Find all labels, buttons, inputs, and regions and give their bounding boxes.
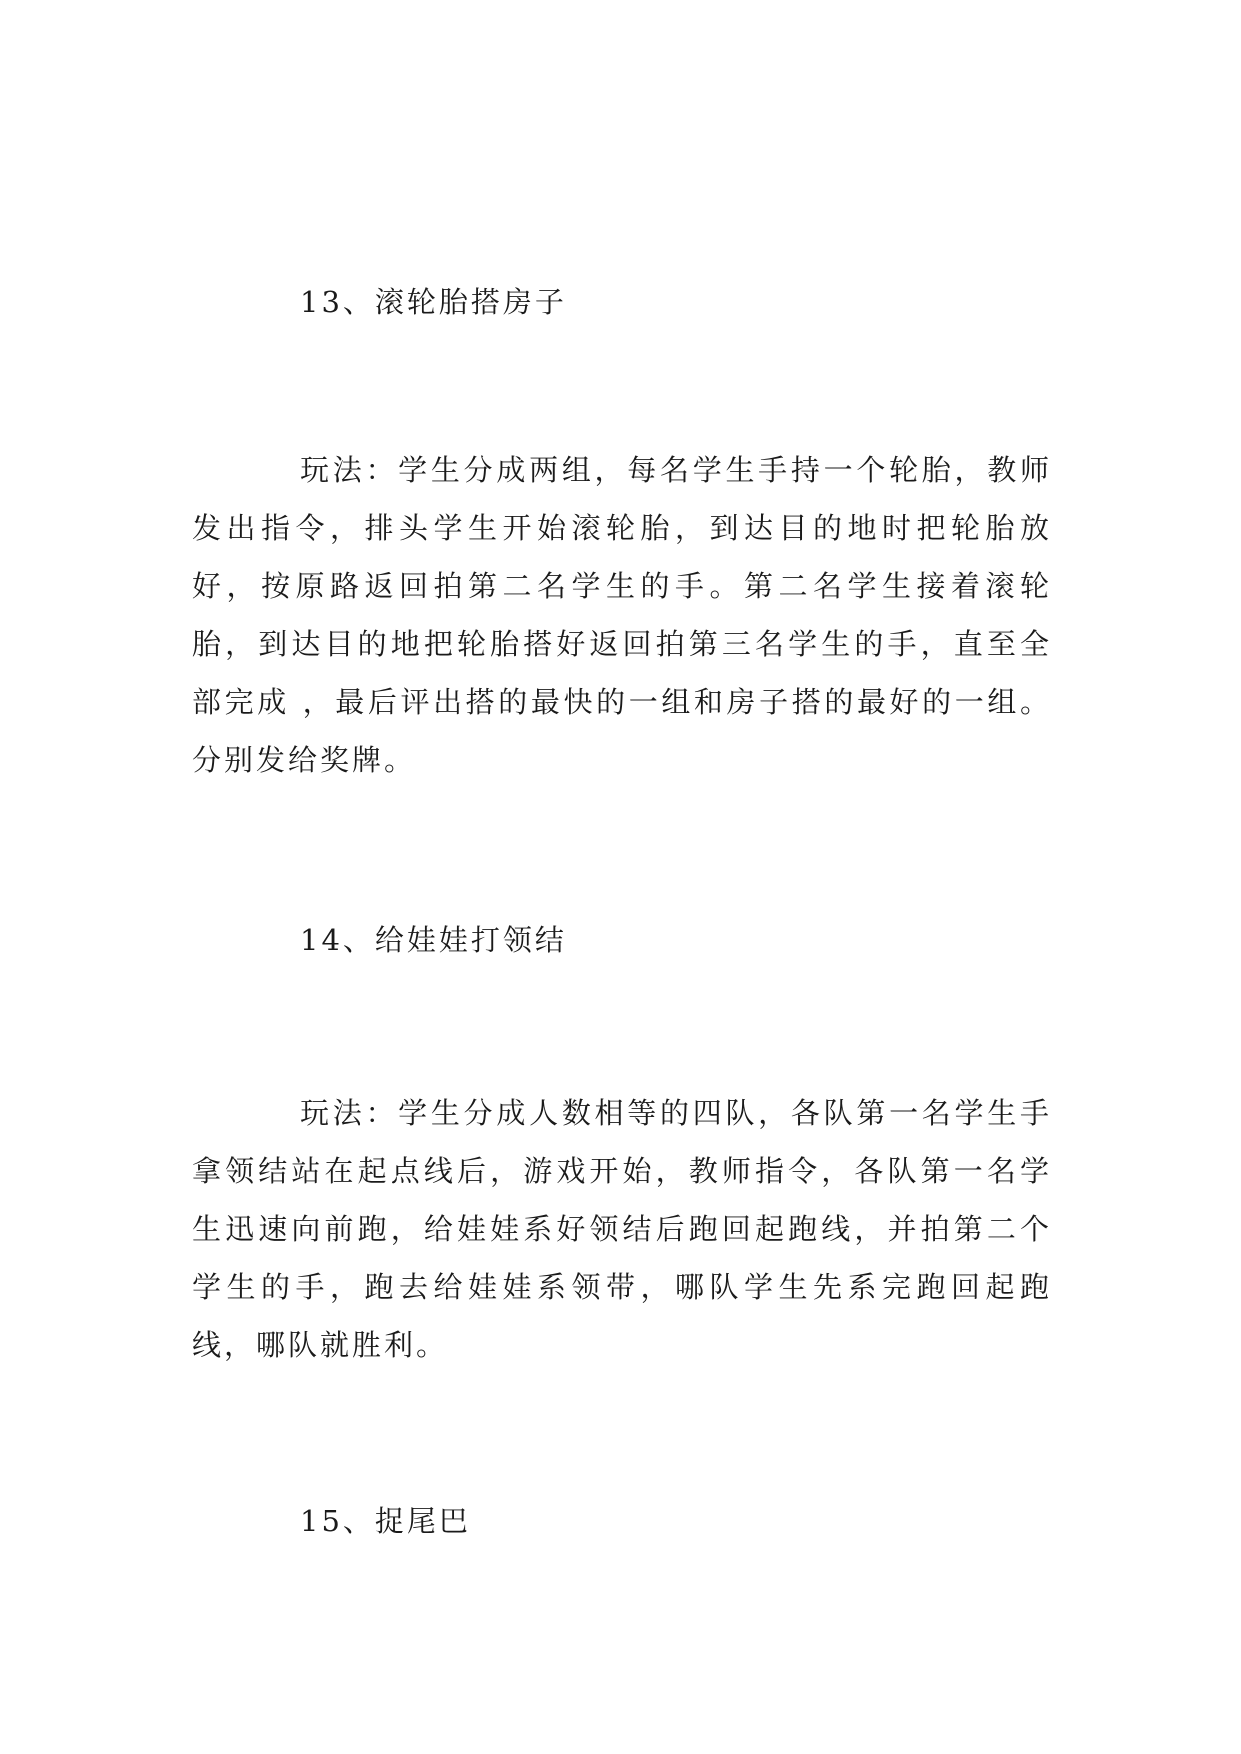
section-heading-13: 13、滚轮胎搭房子 [300,285,567,319]
section-body-13: 玩法：学生分成两组，每名学生手持一个轮胎，教师发出指令，排头学生开始滚轮胎，到达目的地时把轮胎放好，按原路返回拍第二名学生的手。第二名学生接着滚轮胎，到达目的地把轮胎搭好返回拍第三名学生的手，直至全部完成 ，最后评出搭的最快的一组和房子搭的最好的一组。分别发给奖牌。 [192,453,1052,777]
section-heading-14: 14、给娃娃打领结 [300,923,567,957]
section-body-14: 玩法：学生分成人数相等的四队，各队第一名学生手拿领结站在起点线后，游戏开始，教师指令，各队第一名学生迅速向前跑，给娃娃系好领结后跑回起跑线，并拍第二个学生的手，跑去给娃娃系领带，哪队学生先系完跑回起跑线，哪队就胜利。 [192,1096,1052,1362]
section-heading-15: 15、捉尾巴 [300,1504,471,1538]
